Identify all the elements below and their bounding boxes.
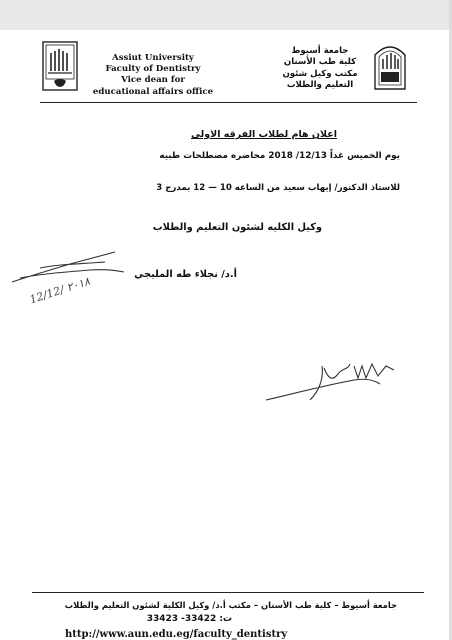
header-arabic <box>270 46 370 92</box>
second-signature-icon <box>262 356 402 406</box>
header-english-line: Assiut University <box>112 53 194 63</box>
header-divider <box>40 102 417 103</box>
footer-website-link[interactable]: http://www.aun.edu.eg/faculty_dentistry <box>65 629 288 640</box>
header-arabic-line: مكتب وكيل شئون <box>282 68 358 79</box>
announcement-date-line: يوم الخميس غداً 12/13/ 2018 محاضره مصطلحات طبيه <box>159 151 400 161</box>
header-english <box>88 53 218 98</box>
footer-divider <box>32 592 424 593</box>
header-arabic-line: كلية طب الأسنان <box>283 57 357 68</box>
header-arabic-line: التعليم والطلاب <box>286 80 354 91</box>
handwritten-date: 12/12/ ٢٠١٨ <box>28 274 92 307</box>
vice-dean-office: وكيل الكليه لشئون التعليم والطلاب <box>152 222 322 233</box>
header-english-line: educational affairs office <box>92 86 214 97</box>
header-english-line: Faculty of Dentistry <box>105 64 201 75</box>
header-arabic-line: جامعة أسيوط <box>291 46 349 56</box>
university-logo-icon <box>372 41 408 91</box>
scan-border-top <box>0 0 452 30</box>
announcement-lecturer-line: للاستاذ الدكتور/ إيهاب سعيد من الساعه 10 — 12 بمدرج 3 <box>156 183 400 193</box>
header-english-line: Vice dean for <box>121 75 185 86</box>
footer-phone: ت: 33422- 33423 <box>146 614 232 624</box>
announcement-title: اعلان هام لطلاب الفرقه الاولى <box>191 129 337 140</box>
signer-name: أ.د/ نجلاء طه المليجي <box>134 269 237 280</box>
faculty-logo-icon <box>42 41 78 91</box>
footer-address: جامعة أسيوط – كلية طب الأسنان – مكتب أ.د/ وكيل الكلية لشئون التعليم والطلاب <box>64 600 397 610</box>
